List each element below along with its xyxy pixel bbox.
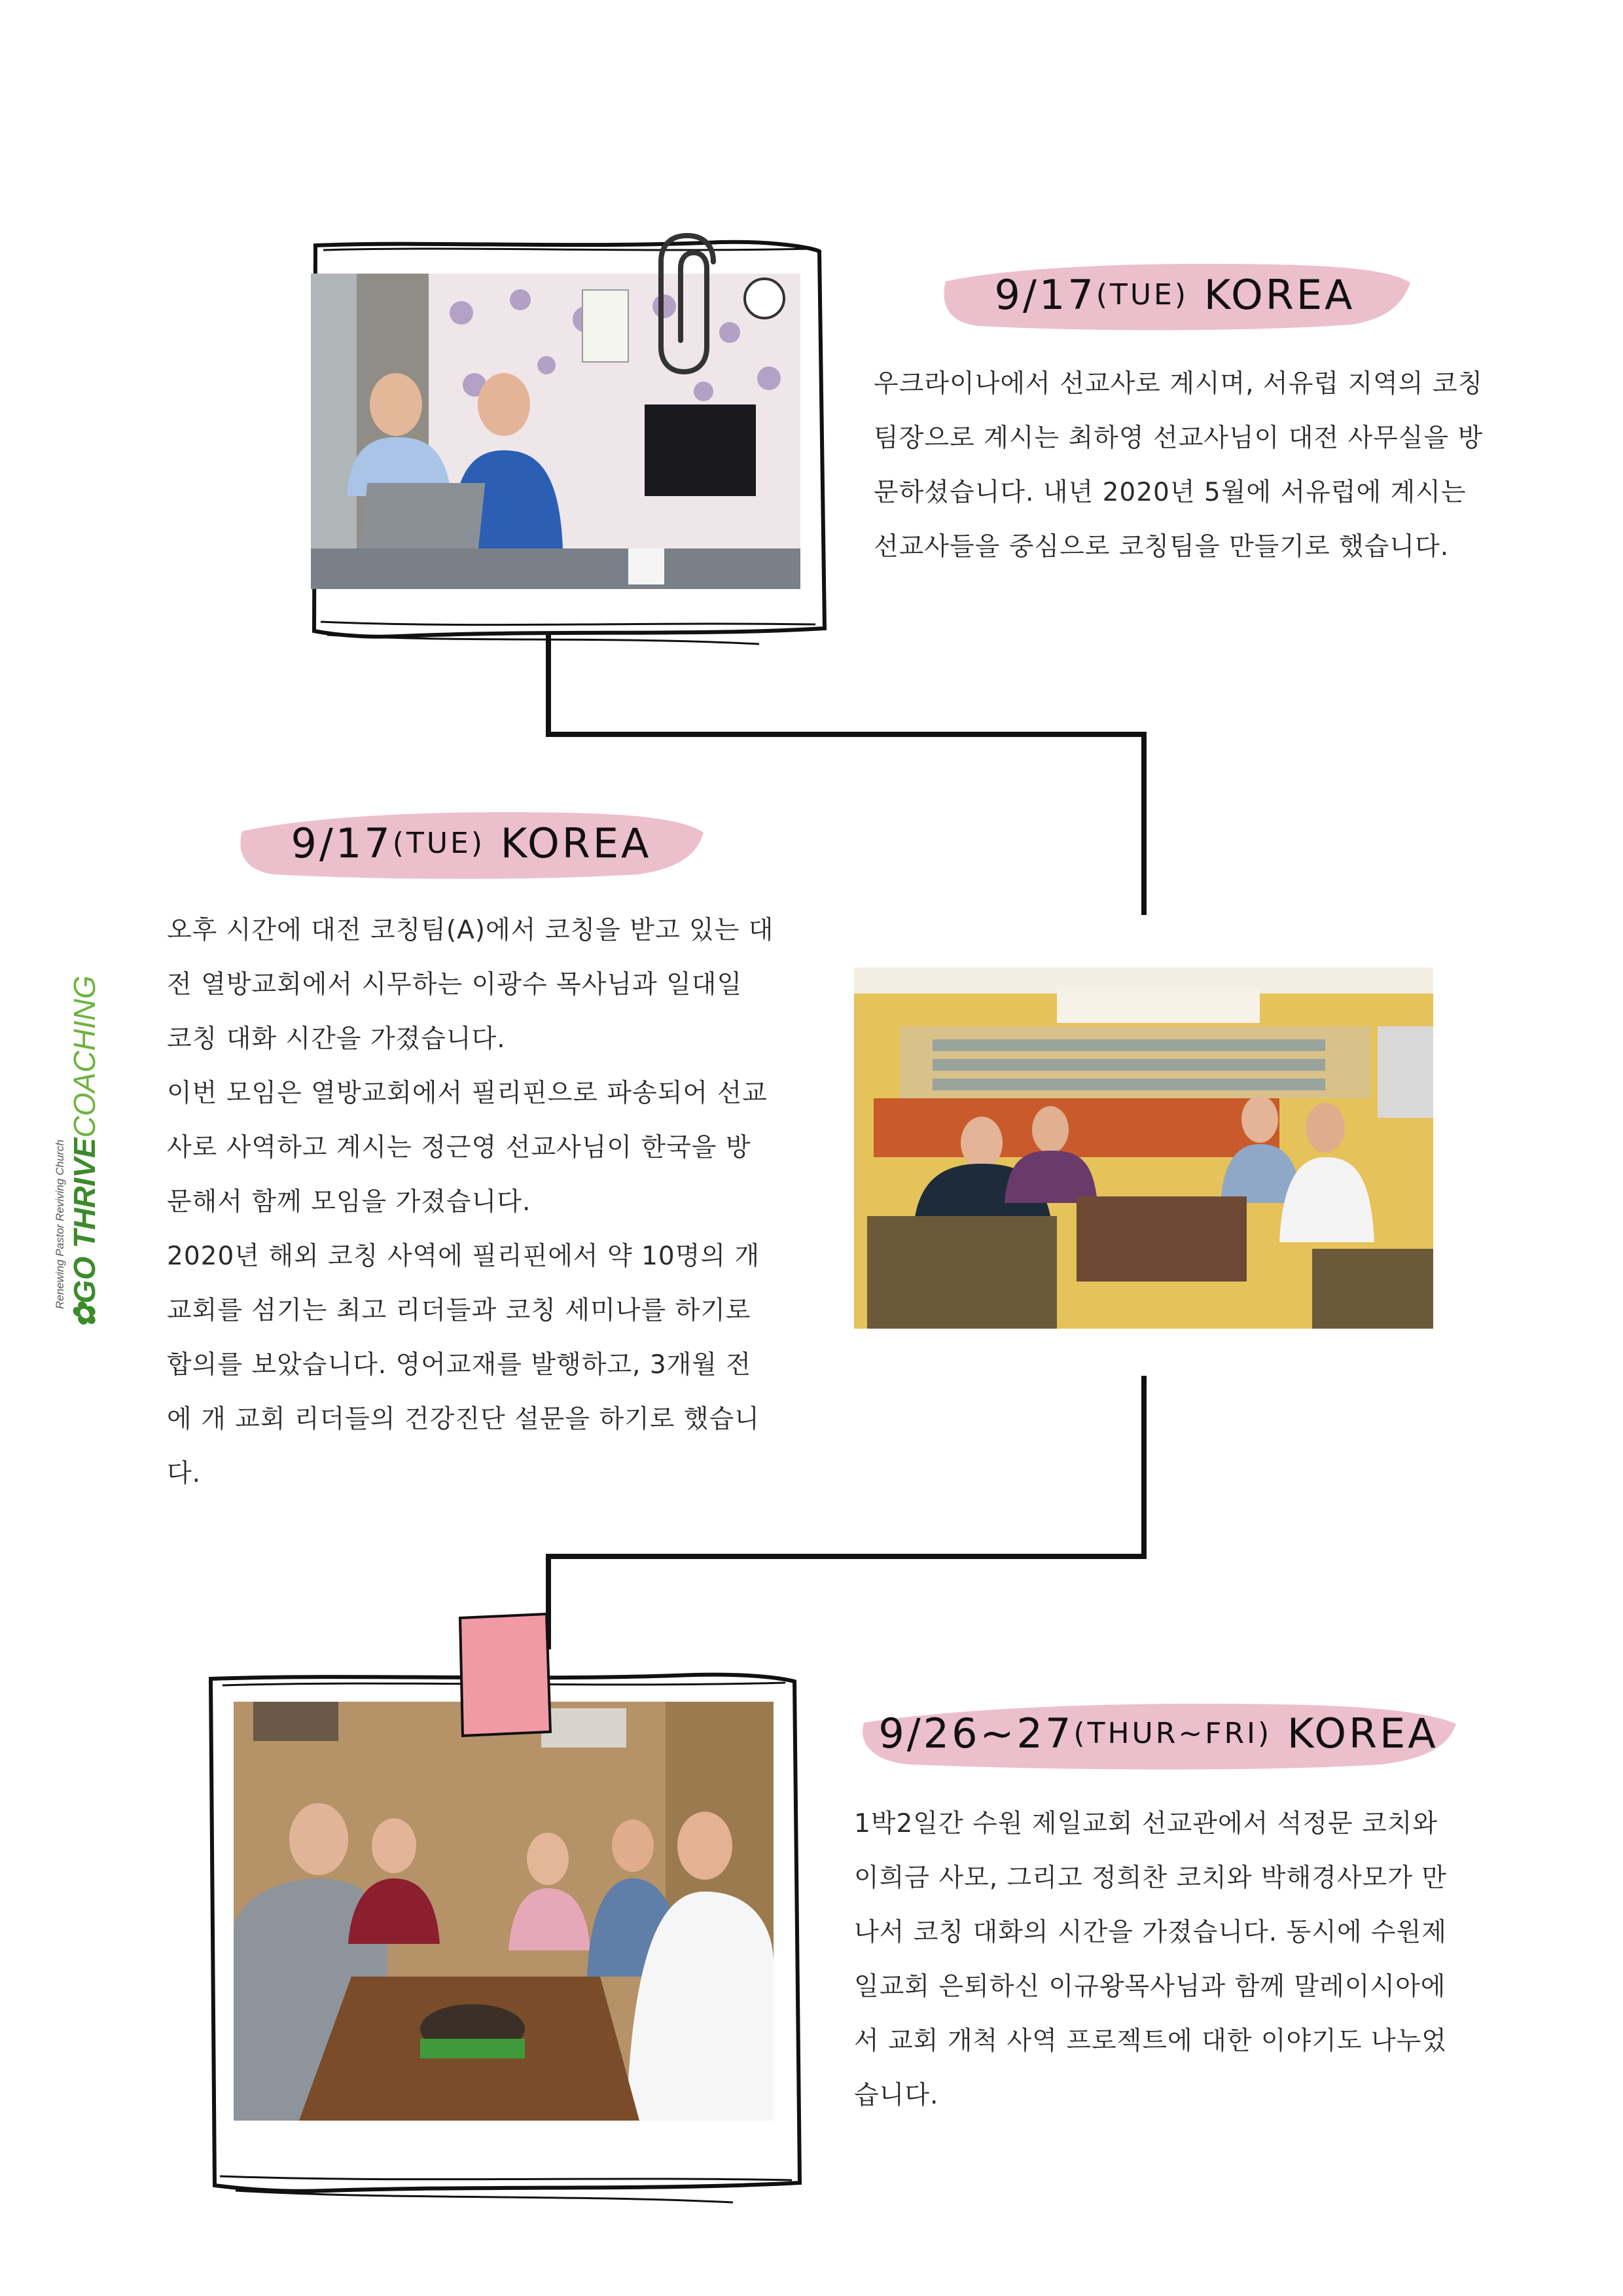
photo-cafe-meeting (854, 967, 1433, 1329)
logo-tagline: Renewing Pastor Reviving Church (54, 1139, 66, 1309)
section-1-paragraph: 우크라이나에서 선교사로 계시며, 서유럽 지역의 코칭팀장으로 계시는 최하영 선교사님이 대전 사무실을 방문하셨습니다. 내년 2020년 5월에 서유럽에 계시는 선교사들을 중심으로 코칭팀을 만들기로 했습니다. (874, 369, 1484, 562)
section-2-paragraph-3: 2020년 해외 코칭 사역에 필리핀에서 약 10명의 개 교회를 섬기는 최고 리더들과 코칭 세미나를 하기로 합의를 보았습니다. 영어교재를 발행하고, 3개월 전에 개 교회 리더들의 건강진단 설문을 하기로 했습니다. (167, 1242, 760, 1488)
section-3-day: (THUR~FRI) (1073, 1716, 1272, 1750)
section-2-place: KOREA (500, 819, 652, 867)
section-3-date: 9/26~27 (878, 1709, 1074, 1757)
gothrive-logo (54, 975, 113, 1329)
logo-main-bold: GO THRIVE (67, 1138, 101, 1304)
photo-restaurant-meeting (234, 1702, 774, 2121)
section-1-day: (TUE) (1096, 278, 1188, 312)
section-2-body (167, 903, 776, 1501)
section-3-body (854, 1797, 1466, 2123)
section-3-place: KOREA (1287, 1709, 1438, 1757)
section-2-paragraph-1: 오후 시간에 대전 코칭팀(A)에서 코칭을 받고 있는 대전 열방교회에서 시무하는 이광수 목사님과 일대일 코칭 대화 시간을 가졌습니다. (167, 916, 774, 1054)
section-3-paragraph: 1박2일간 수원 제일교회 선교관에서 석정문 코치와 이희금 사모, 그리고 정희찬 코치와 박해경사모가 만나서 코칭 대화의 시간을 가졌습니다. 동시에 수원제일교회 은퇴하신 이규왕목사님과 함께 말레이시아에서 교회 개척 사역 프로젝트에 대한 이야기도 나누었습니다. (854, 1809, 1447, 2110)
section-1-body (874, 357, 1486, 574)
section-2-day: (TUE) (392, 826, 485, 860)
section-2-heading (232, 804, 710, 882)
section-1-date: 9/17 (994, 270, 1096, 319)
section-3-heading (851, 1694, 1466, 1772)
section-1-heading (933, 255, 1417, 334)
photo-office-meeting (311, 274, 800, 589)
logo-leaf-icon: ✿ (67, 1303, 101, 1329)
section-2-paragraph-2: 이번 모임은 열방교회에서 필리핀으로 파송되어 선교사로 사역하고 계시는 정근영 선교사님이 한국을 방문해서 함께 모임을 가졌습니다. (167, 1079, 768, 1217)
section-1-place: KOREA (1204, 270, 1355, 319)
logo-main-light: COACHING (67, 975, 101, 1138)
section-2-date: 9/17 (291, 819, 393, 867)
tape-decoration (455, 1610, 553, 1741)
paper-clip-icon (648, 223, 726, 380)
